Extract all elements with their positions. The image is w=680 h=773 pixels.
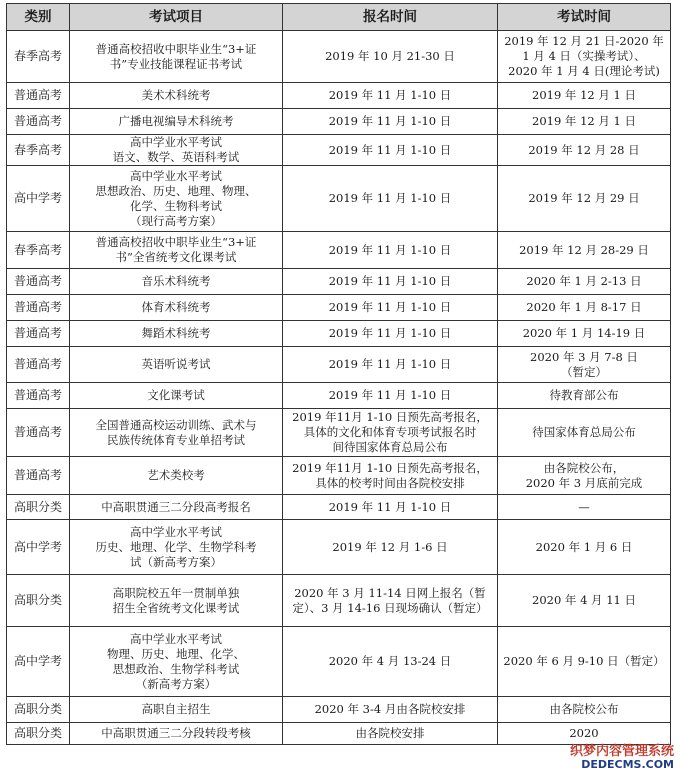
category-cell: 春季高考 [7,31,70,83]
registration-time-cell: 2019 年 11 月 1-10 日 [283,321,498,347]
registration-time-cell: 2019 年 11 月 1-10 日 [283,295,498,321]
table-row [7,31,671,83]
category-cell: 高中学考 [7,166,70,232]
exam-item-cell: 英语听说考试 [70,347,283,383]
table-row [7,520,671,575]
exam-item-cell: 普通高校招收中职毕业生“3+证 书”全省统考文化课考试 [70,232,283,269]
watermark [570,745,674,771]
exam-item-cell: 高中学业水平考试 历史、地理、化学、生物学科考 试（新高考方案） [70,520,283,575]
exam-item-cell: 体育术科统考 [70,295,283,321]
category-cell: 高职分类 [7,575,70,627]
table-row [7,83,671,109]
watermark-cn: 织梦内容管理系统 [569,744,674,759]
table-row [7,697,671,723]
exam-item-cell: 广播电视编导术科统考 [70,109,283,135]
registration-time-cell: 2019 年 11 月 1-10 日 [283,166,498,232]
registration-time-cell: 2019 年11月 1-10 日预先高考报名， 具体的文化和体育专项考试报名时 间待国家体育总局公布 [283,409,498,457]
registration-time-cell: 2019 年 11 月 1-10 日 [283,83,498,109]
category-cell: 高中学考 [7,520,70,575]
exam-time-cell: 2020 年 1 月 2-13 日 [498,269,671,295]
header-category: 类别 [7,4,70,31]
table-row [7,295,671,321]
table-row [7,109,671,135]
table-row [7,232,671,269]
category-cell: 高中学考 [7,627,70,697]
exam-schedule-table [6,3,671,745]
registration-time-cell: 2019 年 11 月 1-10 日 [283,347,498,383]
table-row [7,135,671,166]
exam-time-cell: 2019 年 12 月 21 日-2020 年 1 月 4 日（实操考试）、 2020 年 1 月 4 日(理论考试) [498,31,671,83]
table-row [7,166,671,232]
header-registration-time: 报名时间 [283,4,498,31]
registration-time-cell: 2019 年 11 月 1-10 日 [283,135,498,166]
registration-time-cell: 2019 年 11 月 1-10 日 [283,383,498,409]
exam-item-cell: 全国普通高校运动训练、武术与 民族传统体育专业单招考试 [70,409,283,457]
exam-time-cell: 2020 年 1 月 8-17 日 [498,295,671,321]
exam-item-cell: 音乐术科统考 [70,269,283,295]
registration-time-cell: 2020 年 4 月 13-24 日 [283,627,498,697]
exam-time-cell: 由各院校公布 [498,697,671,723]
exam-item-cell: 美术术科统考 [70,83,283,109]
exam-time-cell: 由各院校公布， 2020 年 3 月底前完成 [498,457,671,495]
category-cell: 普通高考 [7,269,70,295]
registration-time-cell: 2020 年 3-4 月由各院校安排 [283,697,498,723]
exam-item-cell: 高中学业水平考试 物理、历史、地理、化学、 思想政治、生物学科考试 （新高考方案） [70,627,283,697]
exam-item-cell: 普通高校招收中职毕业生“3+证 书”专业技能课程证书考试 [70,31,283,83]
exam-time-cell: 2020 年 6 月 9-10 日（暂定） [498,627,671,697]
exam-item-cell: 高职院校五年一贯制单独 招生全省统考文化课考试 [70,575,283,627]
table-row [7,627,671,697]
table-row [7,575,671,627]
table-row [7,457,671,495]
category-cell: 普通高考 [7,347,70,383]
category-cell: 普通高考 [7,295,70,321]
exam-time-cell: — [498,495,671,520]
category-cell: 普通高考 [7,83,70,109]
table-row [7,321,671,347]
exam-time-cell: 待教育部公布 [498,383,671,409]
table-row [7,723,671,745]
table-row [7,383,671,409]
table-header-row [7,4,671,31]
exam-item-cell: 高中学业水平考试 语文、数学、英语科考试 [70,135,283,166]
exam-time-cell: 2020 年 4 月 11 日 [498,575,671,627]
registration-time-cell: 2020 年 3 月 11-14 日网上报名（暂 定）、3 月 14-16 日现场确认（暂定） [283,575,498,627]
exam-time-cell: 2019 年 12 月 1 日 [498,109,671,135]
category-cell: 普通高考 [7,383,70,409]
registration-time-cell: 2019 年 11 月 1-10 日 [283,109,498,135]
exam-time-cell: 2020 年 1 月 14-19 日 [498,321,671,347]
exam-time-cell: 2020 年 3 月 7-8 日 （暂定） [498,347,671,383]
exam-item-cell: 中高职贯通三二分段转段考核 [70,723,283,745]
registration-time-cell: 2019 年 11 月 1-10 日 [283,269,498,295]
category-cell: 高职分类 [7,495,70,520]
exam-item-cell: 舞蹈术科统考 [70,321,283,347]
table-row [7,495,671,520]
header-exam-item: 考试项目 [70,4,283,31]
exam-time-cell: 2019 年 12 月 28-29 日 [498,232,671,269]
registration-time-cell: 2019 年 12 月 1-6 日 [283,520,498,575]
category-cell: 春季高考 [7,232,70,269]
registration-time-cell: 2019 年 11 月 1-10 日 [283,495,498,520]
watermark-en: DEDECMS.COM [570,759,674,771]
category-cell: 普通高考 [7,409,70,457]
category-cell: 高职分类 [7,697,70,723]
exam-item-cell: 高中学业水平考试 思想政治、历史、地理、物理、 化学、生物科考试 （现行高考方案） [70,166,283,232]
table-body [7,31,671,745]
registration-time-cell: 2019 年 11 月 1-10 日 [283,232,498,269]
category-cell: 高职分类 [7,723,70,745]
category-cell: 普通高考 [7,109,70,135]
exam-time-cell: 2019 年 12 月 28 日 [498,135,671,166]
registration-time-cell: 2019 年11月 1-10 日预先高考报名， 具体的校考时间由各院校安排 [283,457,498,495]
table-row [7,269,671,295]
exam-time-cell: 2020 [498,723,671,745]
exam-item-cell: 中高职贯通三二分段高考报名 [70,495,283,520]
exam-time-cell: 待国家体育总局公布 [498,409,671,457]
category-cell: 普通高考 [7,457,70,495]
exam-time-cell: 2020 年 1 月 6 日 [498,520,671,575]
category-cell: 普通高考 [7,321,70,347]
table-row [7,347,671,383]
registration-time-cell: 由各院校安排 [283,723,498,745]
exam-item-cell: 艺术类校考 [70,457,283,495]
exam-item-cell: 文化课考试 [70,383,283,409]
header-exam-time: 考试时间 [498,4,671,31]
exam-time-cell: 2019 年 12 月 1 日 [498,83,671,109]
registration-time-cell: 2019 年 10 月 21-30 日 [283,31,498,83]
category-cell: 春季高考 [7,135,70,166]
exam-time-cell: 2019 年 12 月 29 日 [498,166,671,232]
table-row [7,409,671,457]
exam-item-cell: 高职自主招生 [70,697,283,723]
